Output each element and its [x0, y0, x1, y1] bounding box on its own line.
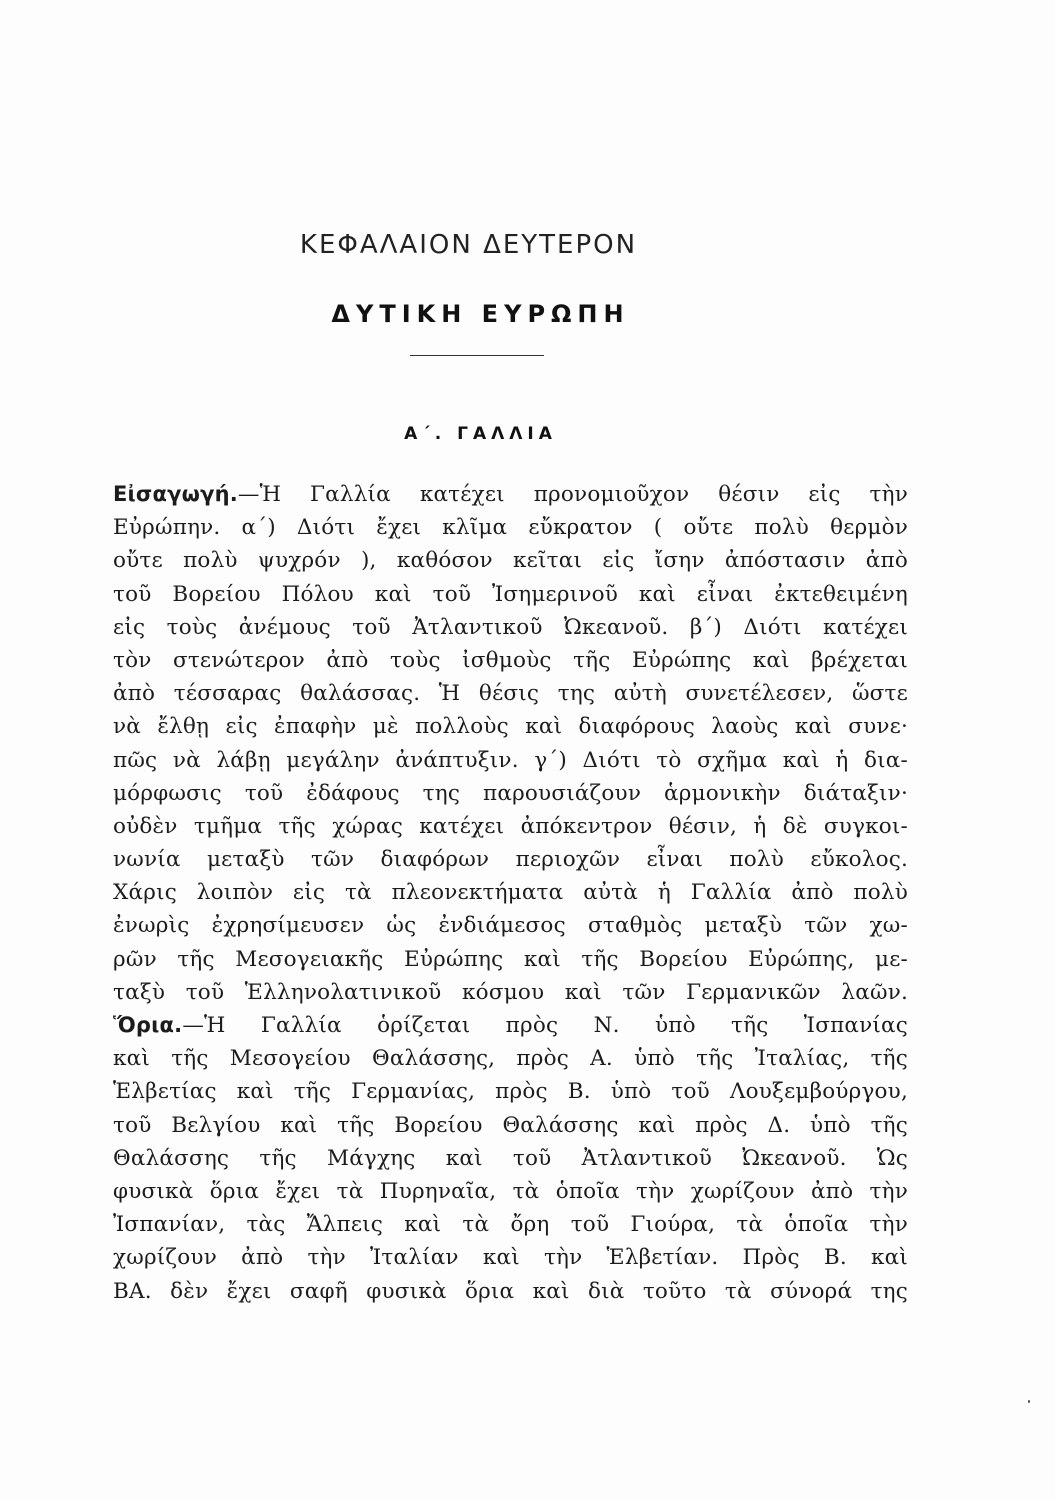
paragraph-line: οὐδὲν τμῆμα τῆς χώρας κατέχει ἀπόκεντρον θέσιν, ἡ δὲ συγκοι-: [113, 813, 908, 839]
paragraph-line: τοῦ Βορείου Πόλου καὶ τοῦ Ἰσημερινοῦ καὶ εἶναι ἐκτεθειμένη: [113, 581, 908, 607]
paragraph-line: Χάρις λοιπὸν εἰς τὰ πλεονεκτήματα αὐτὰ ἡ Γαλλία ἀπὸ πολὺ: [113, 880, 908, 906]
body-text: [113, 478, 908, 1308]
paragraph-line: Θαλάσσης τῆς Μάγχης καὶ τοῦ Ἀτλαντικοῦ Ὠκεανοῦ. Ὡς: [113, 1145, 908, 1171]
paragraph-line: μόρφωσις τοῦ ἐδάφους της παρουσιάζουν ἁρμονικὴν διάταξιν·: [113, 780, 908, 806]
paragraph-line: [113, 1009, 908, 1042]
paragraph-line: οὔτε πολὺ ψυχρόν ), καθόσον κεῖται εἰς ἴσην ἀπόστασιν ἀπὸ: [113, 548, 908, 574]
paragraph-line: ταξὺ τοῦ Ἑλληνολατινικοῦ κόσμου καὶ τῶν Γερμανικῶν λαῶν.: [113, 979, 908, 1005]
paragraph-line: εἰς τοὺς ἀνέμους τοῦ Ἀτλαντικοῦ Ὠκεανοῦ. β΄) Διότι κατέχει: [113, 614, 908, 640]
paragraph-line: χωρίζουν ἀπὸ τὴν Ἰταλίαν καὶ τὴν Ἑλβετίαν. Πρὸς Β. καὶ: [113, 1245, 908, 1271]
paragraph-line: ἐνωρὶς ἐχρησίμευσεν ὡς ἐνδιάμεσος σταθμὸς μεταξὺ τῶν χω-: [113, 913, 908, 939]
paragraph-line: τὸν στενώτερον ἀπὸ τοὺς ἰσθμοὺς τῆς Εὐρώπης καὶ βρέχεται: [113, 647, 908, 673]
borders-heading: Ὅρια.: [113, 1013, 183, 1037]
intro-heading: Εἰσαγωγή.: [113, 482, 238, 506]
paragraph-line: Εὐρώπην. α΄) Διότι ἔχει κλῖμα εὔκρατον ( οὔτε πολὺ θερμὸν: [113, 515, 908, 541]
paragraph-line: ἀπὸ τέσσαρας θαλάσσας. Ἡ θέσις της αὐτὴ συνετέλεσεν, ὥστε: [113, 681, 908, 707]
paragraph-line: Ἰσπανίαν, τὰς Ἄλπεις καὶ τὰ ὄρη τοῦ Γιούρα, τὰ ὁποῖα τὴν: [113, 1212, 908, 1238]
paragraph-line: Ἑλβετίας καὶ τῆς Γερμανίας, πρὸς Β. ὑπὸ τοῦ Λουξεμβούργου,: [113, 1079, 908, 1105]
paragraph-line-text: —Ἡ Γαλλία ὁρίζεται πρὸς Ν. ὑπὸ τῆς Ἰσπανίας: [182, 1013, 908, 1038]
paragraph-line: [113, 478, 908, 511]
paragraph-line: νωνία μεταξὺ τῶν διαφόρων περιοχῶν εἶναι πολὺ εὔκολος.: [113, 847, 908, 873]
paragraph-line: ρῶν τῆς Μεσογειακῆς Εὐρώπης καὶ τῆς Βορείου Εὐρώπης, με-: [113, 946, 908, 972]
chapter-label: ΚΕΦΑΛΑΙΟΝ ΔΕΥΤΕΡΟΝ: [299, 230, 638, 260]
paragraph-line: καὶ τῆς Μεσογείου Θαλάσσης, πρὸς Α. ὑπὸ τῆς Ἰταλίας, τῆς: [113, 1046, 908, 1072]
section-title: Α΄. ΓΑΛΛΙΑ: [404, 424, 557, 444]
paragraph-line-text: —Ἡ Γαλλία κατέχει προνομιοῦχον θέσιν εἰς τὴν: [237, 482, 908, 507]
paragraph-line: ΒΑ. δὲν ἔχει σαφῆ φυσικὰ ὅρια καὶ διὰ τοῦτο τὰ σύνορά της: [113, 1278, 908, 1304]
scan-speck: [1028, 1400, 1030, 1403]
paragraph-line: πῶς νὰ λάβῃ μεγάλην ἀνάπτυξιν. γ΄) Διότι τὸ σχῆμα καὶ ἡ δια-: [113, 747, 908, 773]
paragraph-line: τοῦ Βελγίου καὶ τῆς Βορείου Θαλάσσης καὶ πρὸς Δ. ὑπὸ τῆς: [113, 1112, 908, 1138]
paragraph-line: νὰ ἔλθῃ εἰς ἐπαφὴν μὲ πολλοὺς καὶ διαφόρους λαοὺς καὶ συνε·: [113, 714, 908, 740]
title-divider: [410, 355, 544, 356]
paragraph-line: φυσικὰ ὅρια ἔχει τὰ Πυρηναῖα, τὰ ὁποῖα τὴν χωρίζουν ἀπὸ τὴν: [113, 1178, 908, 1204]
chapter-title: ΔΥΤΙΚΗ ΕΥΡΩΠΗ: [331, 300, 630, 328]
